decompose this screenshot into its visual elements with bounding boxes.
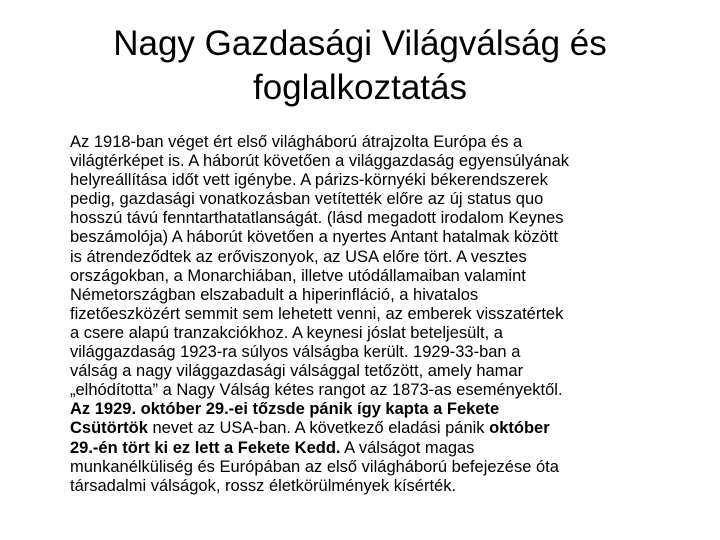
text-run: társadalmi válságok, rossz életkörülmények kísérték.: [70, 476, 457, 495]
body-text-line: [70, 248, 690, 267]
body-text-line: [70, 152, 690, 171]
body-text-line: [70, 324, 690, 343]
body-text-line: [70, 190, 690, 209]
body-text-line: [70, 267, 690, 286]
slide-body-text: [70, 133, 690, 496]
text-run: válság a nagy világgazdasági válsággal tetőzött, amely hamar: [70, 362, 524, 381]
body-text-line: [70, 381, 690, 400]
text-run: országokban, a Monarchiában, illetve utódállamaiban valamint: [70, 266, 526, 285]
text-run: A válságot magas: [340, 438, 475, 457]
text-run: helyreállítása időt vett igénybe. A párizs-környéki békerendszerek: [70, 171, 548, 190]
bold-text-run: Csütörtök: [70, 419, 148, 438]
body-text-line: [70, 133, 690, 152]
body-text-line: [70, 209, 690, 228]
text-run: Az 1918-ban véget ért első világháború átrajzolta Európa és a: [70, 133, 523, 151]
text-run: fizetőeszközért semmit sem lehetett venni, az emberek visszatértek: [70, 304, 564, 323]
bold-text-run: Az 1929. október 29.-ei tőzsde pánik így kapta a Fekete: [70, 400, 500, 419]
slide-title: [40, 22, 680, 110]
body-text-line: [70, 286, 690, 305]
body-text-line: [70, 305, 690, 324]
body-text-line: [70, 477, 690, 496]
text-run: „elhódította” a Nagy Válság kétes rangot az 1873-as eseményektől.: [70, 381, 563, 400]
body-text-line: [70, 439, 690, 458]
bold-text-run: 29.-én tört ki ez lett a Fekete Kedd.: [70, 438, 341, 457]
text-run: is átrendeződtek az erőviszonyok, az USA előre tört. A vesztes: [70, 247, 527, 266]
slide-title-line: foglalkoztatás: [252, 68, 468, 107]
bold-text-run: október: [489, 419, 550, 438]
slide-title-line: Nagy Gazdasági Világválság és: [113, 24, 607, 63]
body-text-line: [70, 228, 690, 247]
body-text-line: [70, 400, 690, 419]
body-text-line: [70, 362, 690, 381]
text-run: világgazdaság 1923-ra súlyos válságba került. 1929-33-ban a: [70, 343, 521, 362]
text-run: pedig, gazdasági vonatkozásban vetítették előre az új status quo: [70, 190, 544, 209]
text-run: világtérképet is. A háborút követően a világgazdaság egyensúlyának: [70, 152, 570, 171]
text-run: hosszú távú fenntarthatatlanságát. (lásd megadott irodalom Keynes: [70, 209, 564, 228]
text-run: Németországban elszabadult a hiperinfláció, a hivatalos: [70, 285, 479, 304]
body-text-line: [70, 171, 690, 190]
text-run: nevet az USA-ban. A következő eladási pánik: [147, 419, 490, 438]
body-text-line: [70, 458, 690, 477]
text-run: a csere alapú tranzakciókhoz. A keynesi jóslat beteljesült, a: [70, 323, 503, 342]
body-text-line: [70, 343, 690, 362]
text-run: munkanélküliség és Európában az első világháború befejezése óta: [70, 457, 559, 476]
text-run: beszámolója) A háborút követően a nyertes Antant hatalmak között: [70, 228, 558, 247]
body-text-line: [70, 419, 690, 438]
